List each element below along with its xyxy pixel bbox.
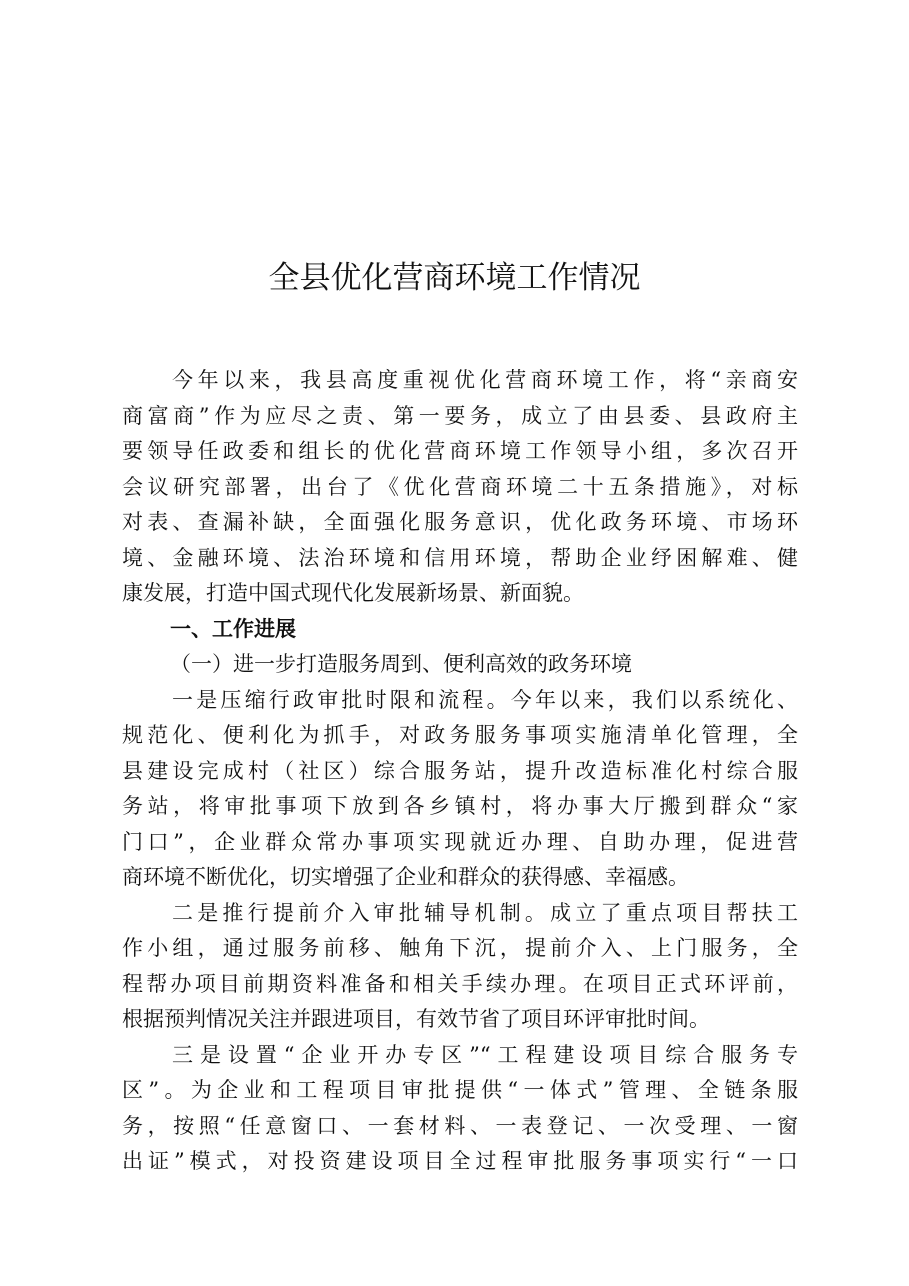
section-heading: 一、工作进展 <box>170 616 296 641</box>
paragraph-line: 今年以来，我县高度重视优化营商环境工作，将“亲商安 <box>172 368 798 392</box>
document-body <box>122 363 798 1180</box>
subsection-heading: （一）进一步打造服务周到、便利高效的政务环境 <box>170 652 632 676</box>
paragraph-line: 要领导任政委和组长的优化营商环境工作领导小组，多次召开 <box>122 439 798 463</box>
paragraph-line: 二是推行提前介入审批辅导机制。成立了重点项目帮扶工 <box>172 900 798 925</box>
paragraph-line: 门口”，企业群众常办事项实现就近办理、自助办理，促进营 <box>122 829 798 854</box>
paragraph-line: 康发展，打造中国式现代化发展新场景、新面貌。 <box>122 581 584 605</box>
paragraph-line: 三是设置“企业开办专区”“工程建设项目综合服务专 <box>172 1042 798 1067</box>
paragraph-line: 境、金融环境、法治环境和信用环境，帮助企业纾困解难、健 <box>122 545 798 570</box>
paragraph-line: 务，按照“任意窗口、一套材料、一表登记、一次受理、一窗 <box>122 1113 798 1138</box>
paragraph-line: 程帮办项目前期资料准备和相关手续办理。在项目正式环评前， <box>122 971 798 996</box>
paragraph-line: 规范化、便利化为抓手，对政务服务事项实施清单化管理，全 <box>122 723 798 747</box>
paragraph-line: 会议研究部署，出台了《优化营商环境二十五条措施》，对标 <box>122 474 798 499</box>
paragraph-line: 对表、查漏补缺，全面强化服务意识，优化政务环境、市场环 <box>122 510 798 534</box>
paragraph-line: 县建设完成村（社区）综合服务站，提升改造标准化村综合服 <box>122 758 798 783</box>
paragraph-line: 商环境不断优化，切实增强了企业和群众的获得感、幸福感。 <box>122 865 689 889</box>
paragraph-line: 务站，将审批事项下放到各乡镇村，将办事大厅搬到群众“家 <box>122 794 798 818</box>
document-title: 全县优化营商环境工作情况 <box>268 260 641 296</box>
paragraph-line: 作小组，通过服务前移、触角下沉，提前介入、上门服务，全 <box>122 936 798 960</box>
paragraph-line: 出证”模式，对投资建设项目全过程审批服务事项实行“一口 <box>122 1149 798 1173</box>
paragraph-line: 商富商”作为应尽之责、第一要务，成立了由县委、县政府主 <box>122 403 798 428</box>
paragraph-line: 一是压缩行政审批时限和流程。今年以来，我们以系统化、 <box>172 687 798 712</box>
paragraph-line: 根据预判情况关注并跟进项目，有效节省了项目环评审批时间。 <box>122 1007 710 1031</box>
paragraph-line: 区”。为企业和工程项目审批提供“一体式”管理、全链条服 <box>122 1078 798 1102</box>
